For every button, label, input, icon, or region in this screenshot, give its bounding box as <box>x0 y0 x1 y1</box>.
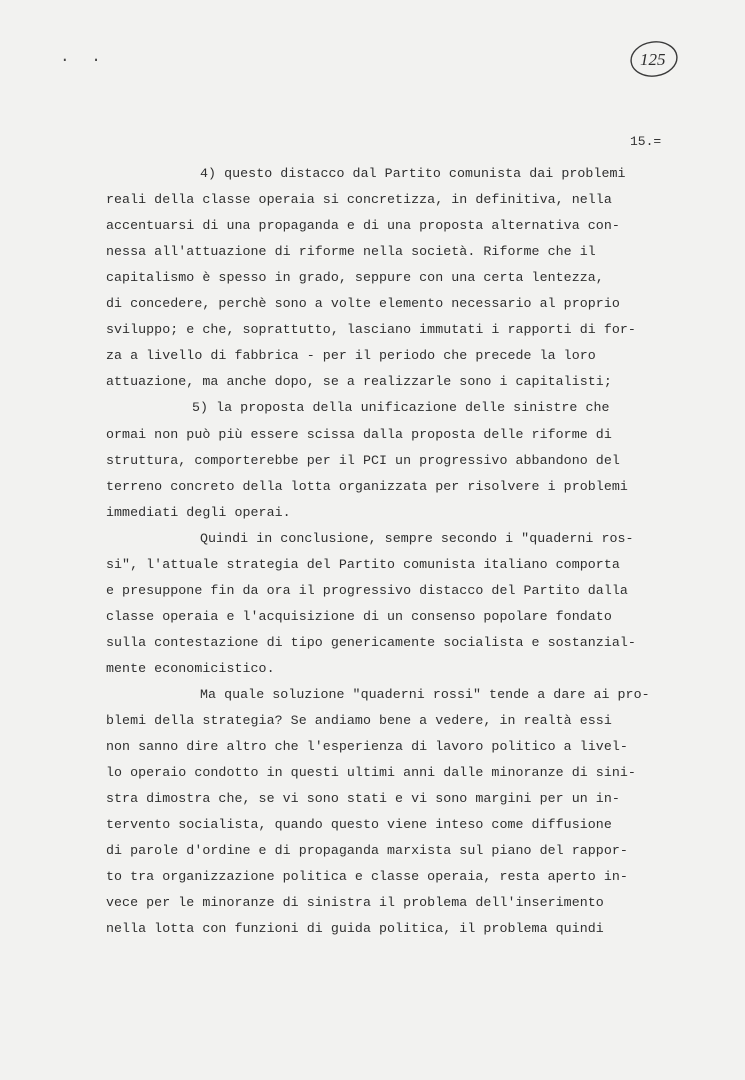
text-line: classe operaia e l'acquisizione di un consenso popolare fondato <box>106 609 612 624</box>
text-line: attuazione, ma anche dopo, se a realizzarle sono i capitalisti; <box>106 374 612 389</box>
text-line: vece per le minoranze di sinistra il problema dell'inserimento <box>106 895 604 910</box>
text-line: struttura, comporterebbe per il PCI un progressivo abbandono del <box>106 453 620 468</box>
text-line: nella lotta con funzioni di guida politica, il problema quindi <box>106 921 604 936</box>
page-number: 15.= <box>630 134 662 149</box>
text-line: ormai non può più essere scissa dalla proposta delle riforme di <box>106 427 612 442</box>
text-line: di parole d'ordine e di propaganda marxista sul piano del rappor- <box>106 843 628 858</box>
text-line: terreno concreto della lotta organizzata per risolvere i problemi <box>106 479 628 494</box>
text-line: za a livello di fabbrica - per il periodo che precede la loro <box>106 348 596 363</box>
text-line: tervento socialista, quando questo viene inteso come diffusione <box>106 817 612 832</box>
text-line: lo operaio condotto in questi ultimi anni dalle minoranze di sini- <box>106 765 636 780</box>
text-line: to tra organizzazione politica e classe operaia, resta aperto in- <box>106 869 628 884</box>
text-line: accentuarsi di una propaganda e di una proposta alternativa con- <box>106 218 620 233</box>
archive-stamp-number: 125 <box>640 50 666 69</box>
text-line: di concedere, perchè sono a volte elemento necessario al proprio <box>106 296 620 311</box>
text-line: blemi della strategia? Se andiamo bene a vedere, in realtà essi <box>106 713 612 728</box>
text-line: non sanno dire altro che l'esperienza di lavoro politico a livel- <box>106 739 628 754</box>
archive-stamp <box>628 38 680 80</box>
text-line: Quindi in conclusione, sempre secondo i "quaderni ros- <box>200 531 634 546</box>
text-line: capitalismo è spesso in grado, seppure con una certa lentezza, <box>106 270 604 285</box>
text-line: si", l'attuale strategia del Partito comunista italiano comporta <box>106 557 620 572</box>
text-line: nessa all'attuazione di riforme nella società. Riforme che il <box>106 244 596 259</box>
text-line: sviluppo; e che, soprattutto, lasciano immutati i rapporti di for- <box>106 322 636 337</box>
text-line: Ma quale soluzione "quaderni rossi" tende a dare ai pro- <box>200 687 650 702</box>
text-line: 4) questo distacco dal Partito comunista dai problemi <box>200 166 626 181</box>
text-line: e presuppone fin da ora il progressivo distacco del Partito dalla <box>106 583 628 598</box>
text-line: stra dimostra che, se vi sono stati e vi sono margini per un in- <box>106 791 620 806</box>
text-line: sulla contestazione di tipo genericamente socialista e sostanzial- <box>106 635 636 650</box>
text-line: reali della classe operaia si concretizza, in definitiva, nella <box>106 192 612 207</box>
page-marks: . . <box>60 48 107 66</box>
text-line: mente economicistico. <box>106 661 275 676</box>
text-line: immediati degli operai. <box>106 505 291 520</box>
text-line: 5) la proposta della unificazione delle sinistre che <box>192 400 610 415</box>
